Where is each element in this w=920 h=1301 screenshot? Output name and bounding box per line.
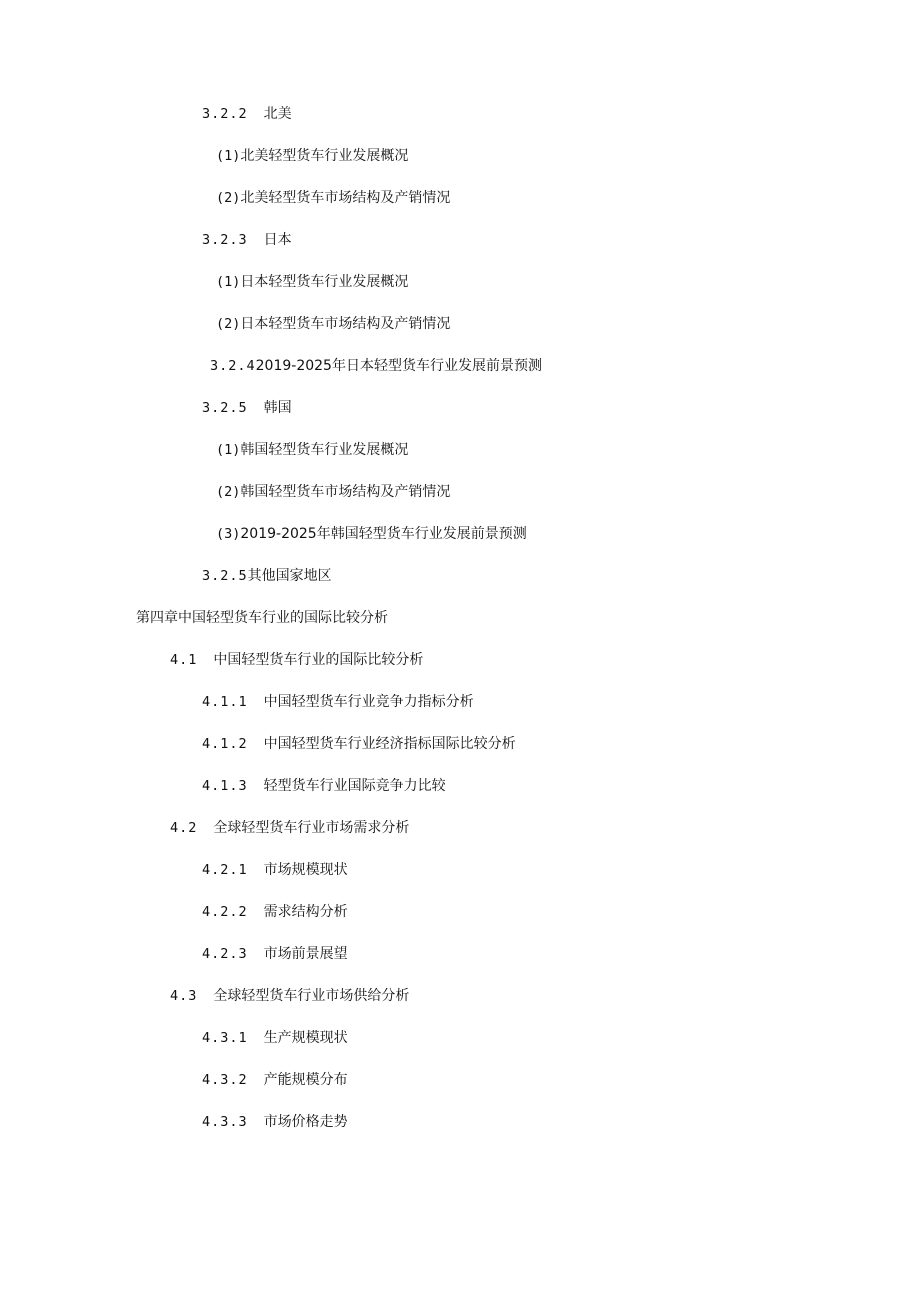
toc-title: 轻型货车行业国际竞争力比较 [263, 778, 446, 794]
toc-entry-4-2-3 [202, 944, 348, 964]
toc-entry-3-2-5-other [202, 566, 332, 586]
toc-title: 北美轻型货车市场结构及产销情况 [240, 190, 451, 206]
toc-entry-4-3-2 [202, 1070, 348, 1090]
toc-title: 其他国家地区 [247, 568, 332, 584]
toc-number: 4.3.1 [202, 1030, 248, 1046]
toc-number: 3.2.4 [210, 358, 256, 374]
toc-chapter-4 [136, 608, 388, 628]
toc-title: 2019-2025年韩国轻型货车行业发展前景预测 [240, 526, 527, 542]
toc-entry-3-2-5-2 [216, 482, 450, 502]
toc-number: 4.2.3 [202, 946, 248, 962]
toc-entry-4-1-2 [202, 734, 516, 754]
toc-entry-4-1-3 [202, 776, 446, 796]
toc-number: 4.2 [170, 820, 198, 836]
toc-number: 4.3.3 [202, 1114, 248, 1130]
toc-number: (1) [216, 274, 241, 290]
toc-title: 日本轻型货车行业发展概况 [240, 274, 409, 290]
toc-number: (1) [216, 442, 241, 458]
toc-number: 3.2.5 [202, 400, 248, 416]
toc-number: 4.1.3 [202, 778, 248, 794]
toc-entry-4-2-1 [202, 860, 348, 880]
toc-number: 4.2.1 [202, 862, 248, 878]
toc-number: (2) [216, 316, 241, 332]
toc-entry-3-2-3 [202, 230, 292, 250]
toc-title: 产能规模分布 [263, 1072, 348, 1088]
toc-title: 中国轻型货车行业竞争力指标分析 [263, 694, 474, 710]
toc-number: (3) [216, 526, 241, 542]
toc-title: 日本 [263, 232, 292, 248]
toc-number: 4.1 [170, 652, 198, 668]
toc-title: 韩国轻型货车市场结构及产销情况 [240, 484, 451, 500]
toc-entry-4-3-3 [202, 1112, 348, 1132]
toc-entry-3-2-2 [202, 104, 292, 124]
toc-entry-3-2-5-1 [216, 440, 408, 460]
toc-number: (1) [216, 148, 241, 164]
toc-entry-3-2-3-1 [216, 272, 408, 292]
toc-entry-3-2-2-1 [216, 146, 408, 166]
toc-number: 4.2.2 [202, 904, 248, 920]
toc-entry-3-2-4 [210, 356, 542, 376]
toc-title: 市场价格走势 [263, 1114, 348, 1130]
toc-title: 市场规模现状 [263, 862, 348, 878]
toc-title: 韩国 [263, 400, 292, 416]
toc-title: 韩国轻型货车行业发展概况 [240, 442, 409, 458]
chapter-title: 第四章中国轻型货车行业的国际比较分析 [136, 610, 388, 626]
toc-title: 日本轻型货车市场结构及产销情况 [240, 316, 451, 332]
toc-title: 全球轻型货车行业市场供给分析 [213, 988, 410, 1004]
toc-number: 3.2.5 [202, 568, 248, 584]
toc-title: 中国轻型货车行业的国际比较分析 [213, 652, 424, 668]
toc-entry-4-2-2 [202, 902, 348, 922]
toc-title: 需求结构分析 [263, 904, 348, 920]
toc-entry-3-2-5 [202, 398, 292, 418]
toc-title: 生产规模现状 [263, 1030, 348, 1046]
toc-number: 4.3.2 [202, 1072, 248, 1088]
toc-entry-3-2-2-2 [216, 188, 450, 208]
toc-number: 4.3 [170, 988, 198, 1004]
toc-title: 北美 [263, 106, 292, 122]
toc-number: 3.2.2 [202, 106, 248, 122]
toc-entry-4-1 [170, 650, 423, 670]
toc-number: 3.2.3 [202, 232, 248, 248]
toc-entry-4-1-1 [202, 692, 474, 712]
toc-entry-4-3 [170, 986, 409, 1006]
toc-number: 4.1.2 [202, 736, 248, 752]
toc-entry-4-2 [170, 818, 409, 838]
toc-title: 市场前景展望 [263, 946, 348, 962]
toc-title: 北美轻型货车行业发展概况 [240, 148, 409, 164]
toc-title: 2019-2025年日本轻型货车行业发展前景预测 [255, 358, 542, 374]
toc-entry-4-3-1 [202, 1028, 348, 1048]
toc-title: 全球轻型货车行业市场需求分析 [213, 820, 410, 836]
toc-number: (2) [216, 484, 241, 500]
toc-entry-3-2-5-3 [216, 524, 527, 544]
toc-number: 4.1.1 [202, 694, 248, 710]
toc-number: (2) [216, 190, 241, 206]
toc-entry-3-2-3-2 [216, 314, 450, 334]
toc-title: 中国轻型货车行业经济指标国际比较分析 [263, 736, 516, 752]
